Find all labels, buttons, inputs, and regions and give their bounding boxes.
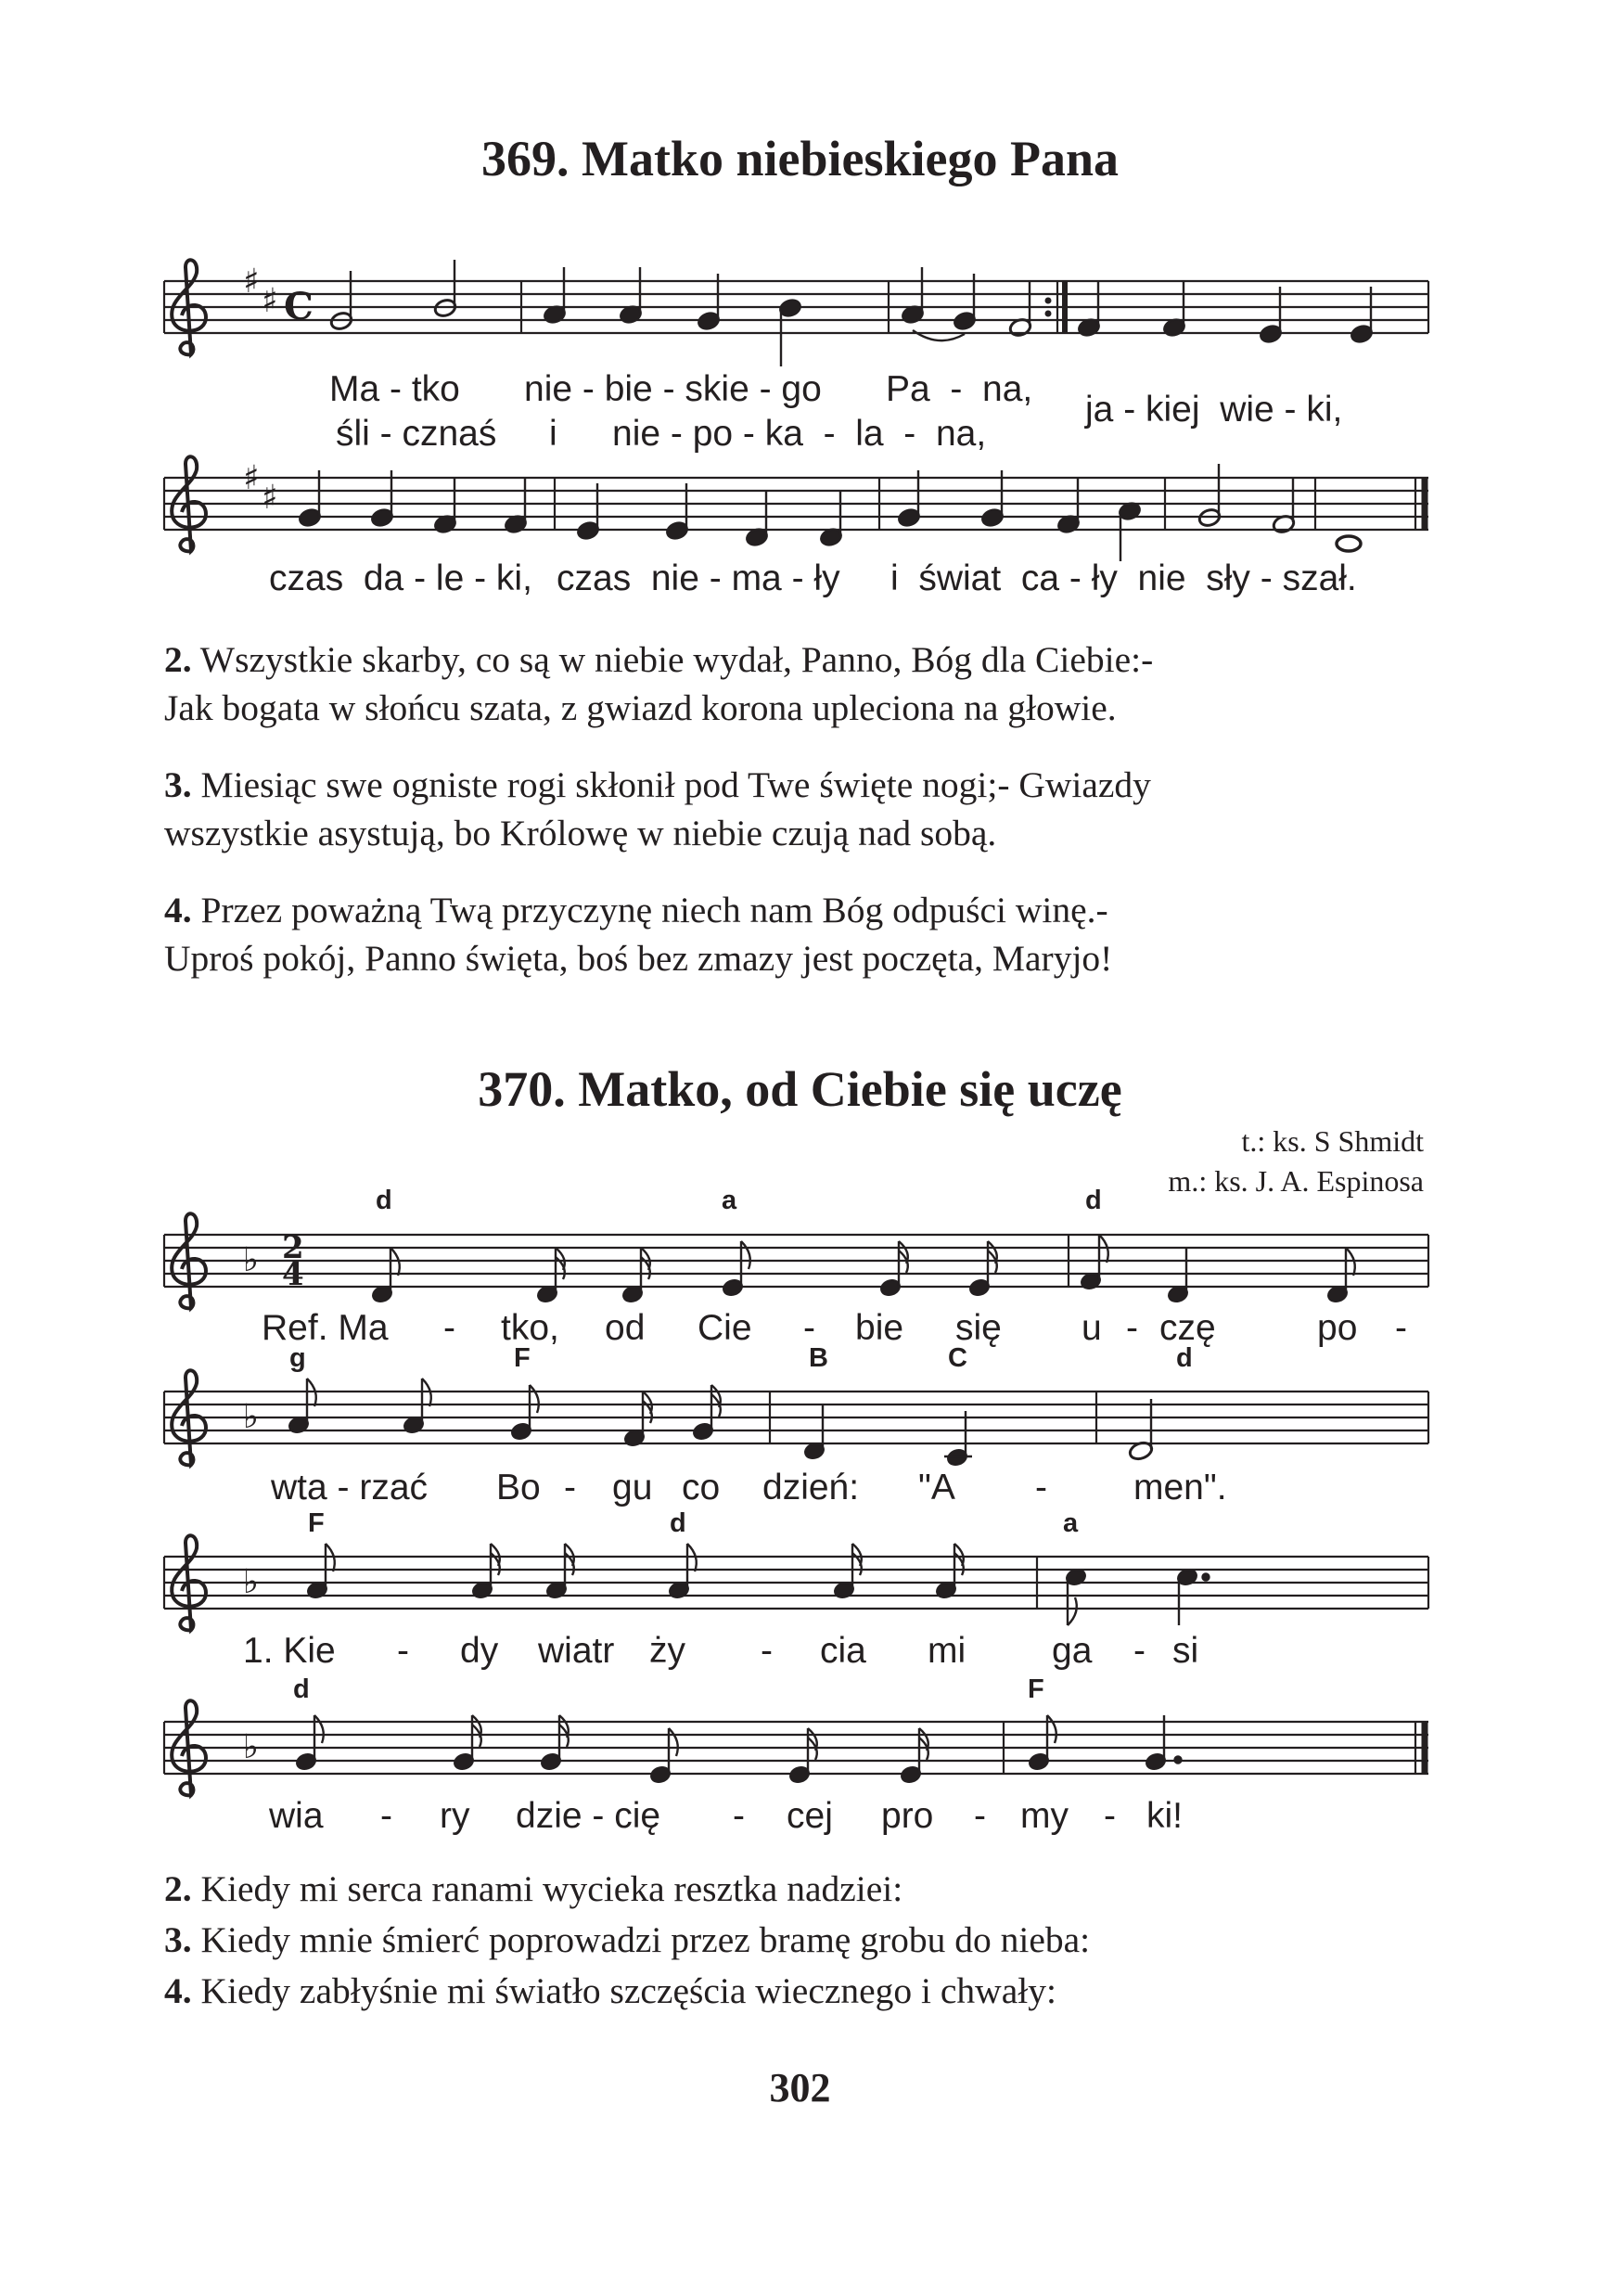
lyric: - bbox=[1395, 1308, 1407, 1348]
credit-music-author: m.: ks. J. A. Espinosa bbox=[1168, 1164, 1424, 1198]
lyric: nie - po - ka - la - na, bbox=[612, 414, 987, 454]
common-time-icon: C bbox=[284, 285, 314, 328]
lyric: bie bbox=[855, 1308, 904, 1348]
page-number: 302 bbox=[769, 2065, 831, 2110]
lyric: ja - kiej wie - ki, bbox=[1085, 390, 1343, 430]
song-369-verse-4: 4. Przez poważną Twą przyczynę niech nam Bóg odpuści winę.- Uproś pokój, Panno święta, boś bez zmazy jest poczęta, Maryjo! bbox=[164, 890, 1113, 979]
lyric: Bo bbox=[496, 1468, 541, 1507]
lyric: - bbox=[761, 1631, 773, 1671]
song-370-verse-3: 3. Kiedy mnie śmierć poprowadzi przez bramę grobu do nieba: bbox=[164, 1919, 1091, 1960]
lyric: ry bbox=[440, 1796, 470, 1836]
lyric: - bbox=[380, 1796, 392, 1836]
key-signature-sharps bbox=[243, 459, 277, 517]
lyric: czę bbox=[1159, 1308, 1216, 1348]
key-signature-flat: ♭ bbox=[243, 1241, 259, 1279]
chord-symbol: d bbox=[293, 1674, 310, 1704]
key-signature-flat: ♭ bbox=[243, 1728, 259, 1766]
lyric: - bbox=[1133, 1631, 1146, 1671]
song-370-verse-2: 2. Kiedy mi serca ranami wycieka resztka nadziei: bbox=[164, 1868, 903, 1909]
lyric: ga bbox=[1052, 1631, 1093, 1671]
song-370-staff-1 bbox=[0, 1206, 1600, 1336]
lyric: - bbox=[1035, 1468, 1047, 1507]
chord-symbol: g bbox=[289, 1343, 306, 1373]
lyric: od bbox=[605, 1308, 646, 1348]
key-signature-flat: ♭ bbox=[243, 1398, 259, 1436]
lyric: Ma - tko bbox=[329, 369, 460, 409]
lyric: u bbox=[1082, 1308, 1102, 1348]
lyric: - bbox=[397, 1631, 409, 1671]
lyric: dy bbox=[460, 1631, 499, 1671]
song-369-verse-3: 3. Miesiąc swe ogniste rogi skłonił pod Twe święte nogi;- Gwiazdy wszystkie asystują, bo Królowę w niebie czują nad sobą. bbox=[164, 764, 1151, 853]
lyric: - bbox=[1126, 1308, 1138, 1348]
lyric: dzie - cię bbox=[516, 1796, 661, 1836]
chord-symbol: F bbox=[1028, 1674, 1044, 1704]
lyric: my bbox=[1020, 1796, 1069, 1836]
lyric: czas nie - ma - ły bbox=[557, 558, 840, 598]
lyric: co bbox=[682, 1468, 721, 1507]
lyric: Cie bbox=[698, 1308, 752, 1348]
lyric: ki! bbox=[1146, 1796, 1183, 1836]
lyric: mi bbox=[928, 1631, 966, 1671]
lyric: tko, bbox=[501, 1308, 559, 1348]
time-signature-2-4 bbox=[282, 1229, 304, 1293]
lyric: Pa - na, bbox=[886, 369, 1033, 409]
lyric: czas da - le - ki, bbox=[269, 558, 532, 598]
svg-text:♯: ♯ bbox=[243, 459, 260, 497]
chord-symbol: a bbox=[1063, 1508, 1079, 1538]
lyric: - bbox=[1104, 1796, 1116, 1836]
lyric: cia bbox=[820, 1631, 866, 1671]
chord-symbol: C bbox=[948, 1343, 967, 1373]
lyric: - bbox=[803, 1308, 815, 1348]
chord-symbol: d bbox=[670, 1508, 686, 1538]
chord-symbol: a bbox=[722, 1186, 737, 1215]
lyric: cej bbox=[787, 1796, 833, 1836]
lyric: "A bbox=[918, 1468, 955, 1507]
chord-symbol: d bbox=[376, 1186, 392, 1215]
svg-text:♯: ♯ bbox=[243, 263, 260, 301]
lyric: dzień: bbox=[762, 1468, 860, 1507]
lyric: wia bbox=[269, 1796, 324, 1836]
chord-symbol: F bbox=[514, 1343, 531, 1373]
chord-symbol: d bbox=[1176, 1343, 1193, 1373]
lyric: gu bbox=[612, 1468, 653, 1507]
lyric: - bbox=[564, 1468, 576, 1507]
lyric: wta - rzać bbox=[271, 1468, 429, 1507]
chord-symbol: B bbox=[809, 1343, 828, 1373]
credit-text-author: t.: ks. S Shmidt bbox=[1241, 1124, 1424, 1158]
song-370-title: 370. Matko, od Ciebie się uczę bbox=[478, 1061, 1122, 1117]
lyric: 1. Kie bbox=[243, 1631, 336, 1671]
song-370-verse-4: 4. Kiedy zabłyśnie mi światło szczęścia wiecznego i chwały: bbox=[164, 1970, 1056, 2011]
key-signature-sharps bbox=[243, 263, 277, 320]
song-370-staff-3 bbox=[0, 1531, 1600, 1661]
lyric: men". bbox=[1133, 1468, 1227, 1507]
lyric: - bbox=[443, 1308, 455, 1348]
lyric: się bbox=[955, 1308, 1002, 1348]
key-signature-flat: ♭ bbox=[243, 1563, 259, 1601]
lyric: i bbox=[549, 414, 557, 454]
lyric: nie - bie - skie - go bbox=[524, 369, 822, 409]
lyric: - bbox=[733, 1796, 745, 1836]
lyric: Ref. Ma bbox=[262, 1308, 389, 1348]
lyric: pro bbox=[881, 1796, 934, 1836]
song-369-verse-2: 2. Wszystkie skarby, co są w niebie wydał, Panno, Bóg dla Ciebie:- Jak bogata w słońcu szata, z gwiazd korona upleciona na głowie. bbox=[164, 639, 1154, 728]
lyric: - bbox=[974, 1796, 986, 1836]
svg-text:♯: ♯ bbox=[262, 479, 278, 517]
song-369-staff-1 bbox=[0, 241, 1600, 390]
chord-symbol: F bbox=[308, 1508, 325, 1538]
svg-text:2: 2 bbox=[282, 1229, 304, 1266]
lyric: po bbox=[1317, 1308, 1358, 1348]
lyric: śli - cznaś bbox=[336, 414, 497, 454]
lyric: wiatr bbox=[538, 1631, 615, 1671]
svg-text:♯: ♯ bbox=[262, 282, 278, 320]
lyric: ży bbox=[649, 1631, 685, 1671]
chord-symbol: d bbox=[1085, 1186, 1102, 1215]
song-369-staff-2 bbox=[0, 445, 1600, 575]
lyric: si bbox=[1172, 1631, 1199, 1671]
lyric: i świat ca - ły nie sły - szał. bbox=[890, 558, 1357, 598]
svg-text:4: 4 bbox=[282, 1256, 304, 1293]
song-369-title: 369. Matko niebieskiego Pana bbox=[480, 131, 1120, 186]
